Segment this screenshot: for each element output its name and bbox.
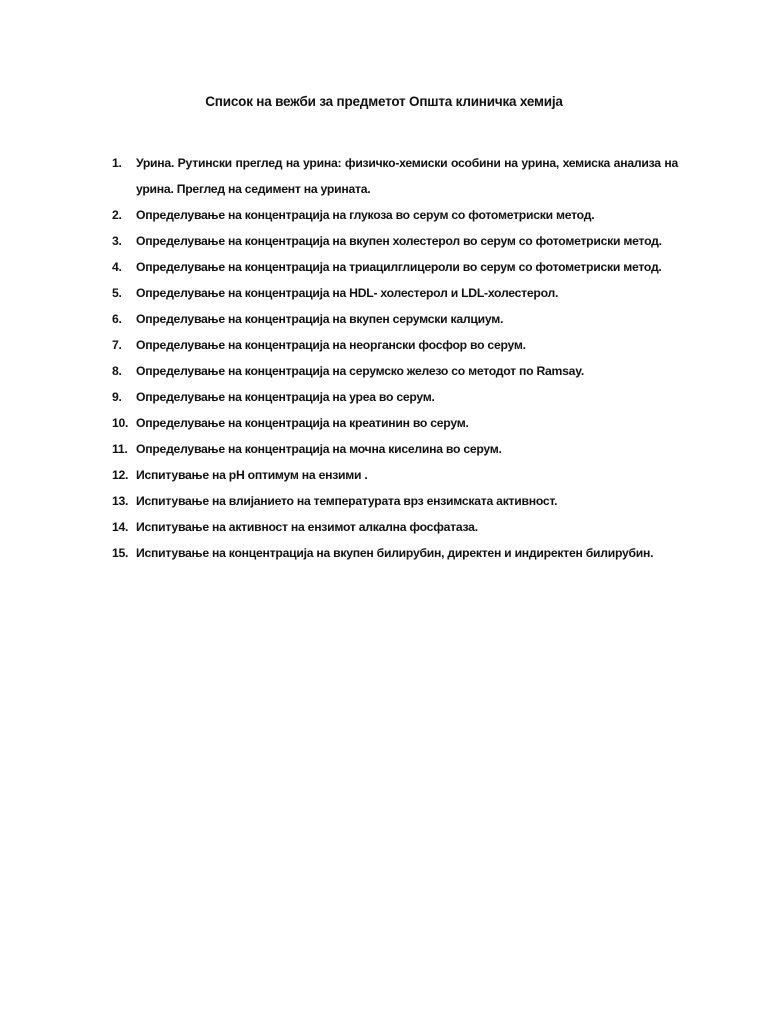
item-number: 5. bbox=[112, 286, 122, 300]
item-text: Определување на концентрација на мочна киселина во серум. bbox=[136, 442, 502, 456]
item-text: Испитување на pH оптимум на ензими . bbox=[136, 468, 368, 482]
item-text: Определување на концентрација на глукоза во серум со фотометриски метод. bbox=[136, 208, 595, 222]
list-item bbox=[112, 280, 678, 306]
item-text: Определување на концентрација на вкупен холестерол во серум со фотометриски метод. bbox=[136, 234, 662, 248]
exercise-list bbox=[112, 150, 678, 566]
list-item bbox=[112, 384, 678, 410]
item-number: 15. bbox=[112, 546, 129, 560]
item-text: Определување на концентрација на серумско железо со методот по Ramsay. bbox=[136, 364, 584, 378]
item-number: 6. bbox=[112, 312, 122, 326]
item-text: Испитување на влијанието на температурата врз ензимската активност. bbox=[136, 494, 558, 508]
item-number: 11. bbox=[112, 442, 128, 456]
item-text: Определување на концентрација на неоргански фосфор во серум. bbox=[136, 338, 526, 352]
item-number: 12. bbox=[112, 468, 129, 482]
list-item bbox=[112, 514, 678, 540]
item-text: Испитување на концентрација на вкупен билирубин, директен и индиректен билирубин. bbox=[136, 546, 654, 560]
list-item bbox=[112, 540, 678, 566]
list-item bbox=[112, 150, 678, 202]
list-item bbox=[112, 436, 678, 462]
list-item bbox=[112, 462, 678, 488]
item-text: Определување на концентрација на уреа во серум. bbox=[136, 390, 435, 404]
list-item bbox=[112, 488, 678, 514]
list-item bbox=[112, 306, 678, 332]
list-item bbox=[112, 254, 678, 280]
item-number: 14. bbox=[112, 520, 129, 534]
list-item bbox=[112, 332, 678, 358]
item-number: 2. bbox=[112, 208, 122, 222]
item-number: 1. bbox=[112, 156, 122, 170]
item-text: Испитување на активност на ензимот алкална фосфатаза. bbox=[136, 520, 478, 534]
item-number: 10. bbox=[112, 416, 129, 430]
list-item bbox=[112, 358, 678, 384]
list-item bbox=[112, 228, 678, 254]
list-item bbox=[112, 202, 678, 228]
item-text: Определување на концентрација на HDL- холестерол и LDL-холестерол. bbox=[136, 286, 559, 300]
item-text: Урина. Рутински преглед на урина: физичко-хемиски особини на урина, хемиска анализа на урина. Преглед на седимент на урината. bbox=[136, 156, 678, 196]
item-number: 4. bbox=[112, 260, 122, 274]
item-text: Определување на концентрација на вкупен серумски калциум. bbox=[136, 312, 504, 326]
item-number: 13. bbox=[112, 494, 129, 508]
item-number: 9. bbox=[112, 390, 122, 404]
item-number: 7. bbox=[112, 338, 122, 352]
item-number: 8. bbox=[112, 364, 122, 378]
item-text: Определување на концентрација на триацилглицероли во серум со фотометриски метод. bbox=[136, 260, 662, 274]
document-title: Список на вежби за предметот Општа клиничка хемија bbox=[205, 94, 563, 109]
item-number: 3. bbox=[112, 234, 122, 248]
item-text: Определување на концентрација на креатинин во серум. bbox=[136, 416, 469, 430]
list-item bbox=[112, 410, 678, 436]
